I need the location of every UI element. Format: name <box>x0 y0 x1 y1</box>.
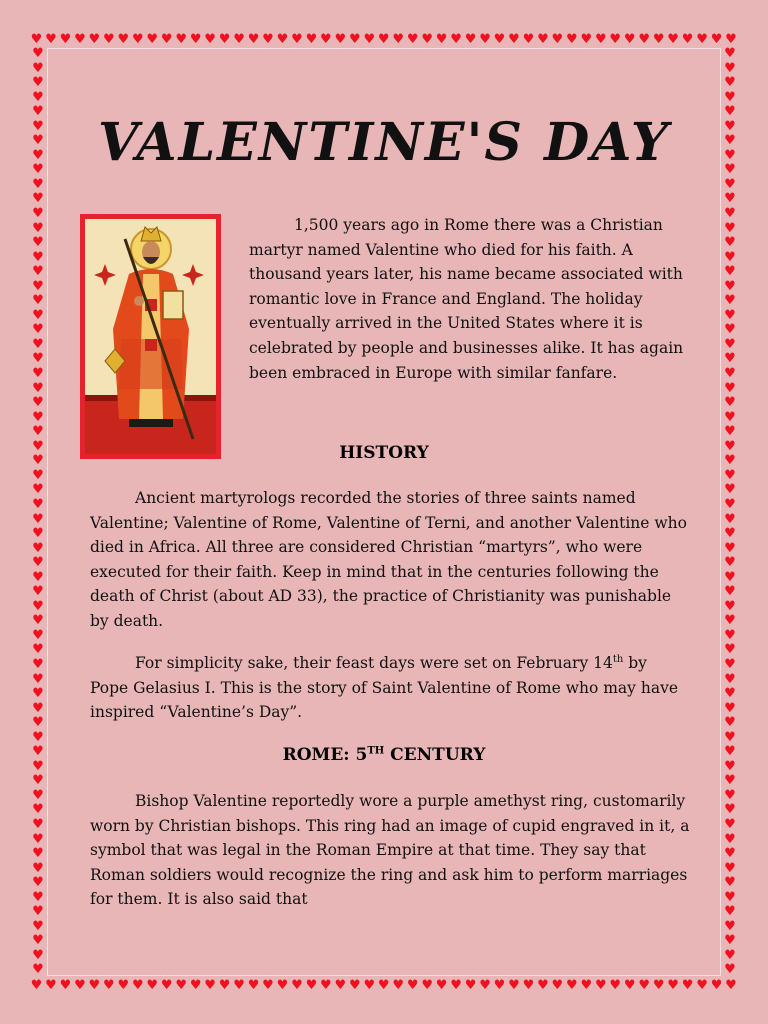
heart-icon: ♥ <box>32 816 44 832</box>
saint-valentine-icon <box>80 214 221 459</box>
heart-icon: ♥ <box>594 31 607 47</box>
heart-icon: ♥ <box>348 977 361 993</box>
heart-icon: ♥ <box>724 758 736 774</box>
heart-icon: ♥ <box>32 351 44 367</box>
heart-icon: ♥ <box>32 889 44 905</box>
heart-icon: ♥ <box>32 526 44 542</box>
heart-icon: ♥ <box>392 31 405 47</box>
heart-icon: ♥ <box>32 104 44 120</box>
heart-icon: ♥ <box>45 977 57 993</box>
heart-icon: ♥ <box>435 977 448 993</box>
heart-icon: ♥ <box>32 220 44 236</box>
heart-icon: ♥ <box>638 977 651 993</box>
heart-icon: ♥ <box>32 962 44 977</box>
heart-icon: ♥ <box>724 787 736 803</box>
heart-icon: ♥ <box>681 31 694 47</box>
heart-icon: ♥ <box>32 60 44 76</box>
heart-icon: ♥ <box>493 31 506 47</box>
heart-icon: ♥ <box>522 31 535 47</box>
heart-icon: ♥ <box>305 977 318 993</box>
heart-icon: ♥ <box>363 31 376 47</box>
heart-icon: ♥ <box>262 31 274 47</box>
heart-icon: ♥ <box>725 977 737 993</box>
heart-icon: ♥ <box>32 555 44 571</box>
heart-icon: ♥ <box>537 31 549 47</box>
heart-icon: ♥ <box>32 395 44 411</box>
heart-icon: ♥ <box>724 409 736 425</box>
heart-icon: ♥ <box>667 977 679 993</box>
heart-icon: ♥ <box>363 977 376 993</box>
heart-icon: ♥ <box>32 191 44 207</box>
heart-icon: ♥ <box>32 729 44 745</box>
heart-icon: ♥ <box>435 31 448 47</box>
heart-icon: ♥ <box>580 31 593 47</box>
heart-icon: ♥ <box>291 31 303 47</box>
heart-icon: ♥ <box>32 496 44 512</box>
heart-icon: ♥ <box>724 627 736 643</box>
heart-icon: ♥ <box>32 569 44 585</box>
heart-icon: ♥ <box>724 293 736 309</box>
heart-icon: ♥ <box>724 846 736 862</box>
heart-icon: ♥ <box>305 31 318 47</box>
heart-icon: ♥ <box>724 555 736 571</box>
heart-icon: ♥ <box>479 977 491 993</box>
heart-icon: ♥ <box>724 104 736 120</box>
heart-icon: ♥ <box>696 31 708 47</box>
heart-icon: ♥ <box>580 977 593 993</box>
heart-icon: ♥ <box>724 656 736 672</box>
heart-icon: ♥ <box>724 598 736 614</box>
heart-icon: ♥ <box>32 162 44 178</box>
heart-icon: ♥ <box>724 831 736 847</box>
heart-icon: ♥ <box>724 249 736 265</box>
heart-icon: ♥ <box>406 977 419 993</box>
heart-icon: ♥ <box>724 947 736 963</box>
heart-icon: ♥ <box>32 918 44 934</box>
heart-icon: ♥ <box>537 977 549 993</box>
heart-icon: ♥ <box>146 31 159 47</box>
heart-icon: ♥ <box>464 31 477 47</box>
heart-icon: ♥ <box>262 977 274 993</box>
rome-heading-text: ROME: 5 <box>282 745 368 765</box>
heart-icon: ♥ <box>146 977 159 993</box>
heart-icon: ♥ <box>59 977 72 993</box>
heart-icon: ♥ <box>566 31 578 47</box>
heart-icon: ♥ <box>32 75 44 91</box>
heart-icon: ♥ <box>479 31 491 47</box>
heart-icon: ♥ <box>724 264 736 280</box>
heart-icon: ♥ <box>32 904 44 920</box>
heart-icon: ♥ <box>175 31 188 47</box>
heart-icon: ♥ <box>724 642 736 658</box>
heart-icon: ♥ <box>724 816 736 832</box>
heart-icon: ♥ <box>493 977 506 993</box>
heart-icon: ♥ <box>204 31 216 47</box>
heart-icon: ♥ <box>551 31 564 47</box>
heart-icon: ♥ <box>32 627 44 643</box>
heart-icon: ♥ <box>32 322 44 338</box>
heart-icon: ♥ <box>724 438 736 454</box>
heart-icon: ♥ <box>233 31 245 47</box>
heart-icon: ♥ <box>377 977 390 993</box>
heart-icon: ♥ <box>103 977 115 993</box>
heart-icon: ♥ <box>32 686 44 702</box>
heart-icon: ♥ <box>32 278 44 294</box>
heart-icon: ♥ <box>724 860 736 876</box>
heart-icon: ♥ <box>204 977 216 993</box>
heart-icon: ♥ <box>32 656 44 672</box>
heart-icon: ♥ <box>724 744 736 760</box>
heart-icon: ♥ <box>32 773 44 789</box>
heart-icon: ♥ <box>32 584 44 600</box>
heart-border-bottom <box>30 977 738 993</box>
heart-icon: ♥ <box>32 846 44 862</box>
heart-icon: ♥ <box>131 977 144 993</box>
heart-icon: ♥ <box>551 977 564 993</box>
heart-icon: ♥ <box>724 715 736 731</box>
heart-icon: ♥ <box>724 933 736 949</box>
heart-icon: ♥ <box>392 977 405 993</box>
heart-icon: ♥ <box>32 424 44 440</box>
heart-icon: ♥ <box>30 31 43 47</box>
page-title: VALENTINE'S DAY <box>97 112 671 173</box>
heart-icon: ♥ <box>724 220 736 236</box>
saint-valentine-illustration <box>85 219 216 454</box>
heart-icon: ♥ <box>724 366 736 382</box>
heart-icon: ♥ <box>594 977 607 993</box>
heart-icon: ♥ <box>32 540 44 556</box>
heart-icon: ♥ <box>32 700 44 716</box>
heart-icon: ♥ <box>32 598 44 614</box>
heart-icon: ♥ <box>59 31 72 47</box>
heart-icon: ♥ <box>276 977 289 993</box>
heart-icon: ♥ <box>724 235 736 251</box>
history-paragraph-2-text-cont: by Pope Gelasius I. This is the story of Saint Valentine of Rome who may have inspired “Valentine’s Day”. <box>90 654 679 722</box>
rome-heading-suffix: TH <box>367 745 385 757</box>
heart-icon: ♥ <box>696 977 708 993</box>
heart-icon: ♥ <box>724 700 736 716</box>
heart-icon: ♥ <box>652 977 665 993</box>
heart-icon: ♥ <box>218 977 231 993</box>
heart-icon: ♥ <box>724 686 736 702</box>
heart-icon: ♥ <box>334 31 347 47</box>
rome-heading-text-cont: CENTURY <box>384 745 486 765</box>
heart-icon: ♥ <box>30 977 43 993</box>
heart-icon: ♥ <box>724 584 736 600</box>
heart-icon: ♥ <box>32 89 44 105</box>
heart-icon: ♥ <box>32 380 44 396</box>
history-paragraph-1 <box>90 486 690 634</box>
heart-icon: ♥ <box>175 977 188 993</box>
heart-icon: ♥ <box>681 977 694 993</box>
heart-icon: ♥ <box>421 977 433 993</box>
heart-icon: ♥ <box>32 642 44 658</box>
heart-icon: ♥ <box>32 467 44 483</box>
heart-icon: ♥ <box>652 31 665 47</box>
heart-icon: ♥ <box>32 206 44 222</box>
heart-icon: ♥ <box>32 307 44 323</box>
heart-icon: ♥ <box>32 671 44 687</box>
heart-icon: ♥ <box>32 133 44 149</box>
heart-icon: ♥ <box>291 977 303 993</box>
heart-icon: ♥ <box>32 482 44 498</box>
heart-icon: ♥ <box>32 947 44 963</box>
heart-icon: ♥ <box>724 482 736 498</box>
heart-icon: ♥ <box>32 147 44 163</box>
heart-icon: ♥ <box>724 89 736 105</box>
heart-icon: ♥ <box>32 176 44 192</box>
heart-border-left <box>30 47 46 977</box>
heart-icon: ♥ <box>710 977 723 993</box>
heart-icon: ♥ <box>406 31 419 47</box>
heart-icon: ♥ <box>724 918 736 934</box>
heart-icon: ♥ <box>725 31 737 47</box>
heart-icon: ♥ <box>74 977 86 993</box>
heart-icon: ♥ <box>623 31 636 47</box>
heart-icon: ♥ <box>160 977 173 993</box>
heart-icon: ♥ <box>32 249 44 265</box>
heart-icon: ♥ <box>32 613 44 629</box>
heart-icon: ♥ <box>724 773 736 789</box>
heart-icon: ♥ <box>724 191 736 207</box>
heart-icon: ♥ <box>32 336 44 352</box>
intro-paragraph <box>249 213 689 385</box>
heart-icon: ♥ <box>464 977 477 993</box>
heart-icon: ♥ <box>724 278 736 294</box>
heart-icon: ♥ <box>74 31 86 47</box>
history-paragraph-2 <box>90 651 690 725</box>
heart-icon: ♥ <box>32 235 44 251</box>
heart-icon: ♥ <box>450 31 462 47</box>
heart-icon: ♥ <box>667 31 679 47</box>
ordinal-suffix: th <box>612 653 624 665</box>
heart-icon: ♥ <box>724 206 736 222</box>
heart-icon: ♥ <box>32 875 44 891</box>
heart-icon: ♥ <box>88 977 101 993</box>
heart-icon: ♥ <box>724 904 736 920</box>
heart-icon: ♥ <box>189 31 202 47</box>
heart-icon: ♥ <box>609 977 622 993</box>
heart-icon: ♥ <box>724 540 736 556</box>
heart-icon: ♥ <box>724 395 736 411</box>
heart-icon: ♥ <box>724 336 736 352</box>
heart-icon: ♥ <box>724 453 736 469</box>
heart-icon: ♥ <box>32 860 44 876</box>
heart-icon: ♥ <box>724 889 736 905</box>
heart-icon: ♥ <box>32 47 44 61</box>
heart-border-top <box>30 31 738 47</box>
heart-icon: ♥ <box>508 977 520 993</box>
heart-icon: ♥ <box>117 977 130 993</box>
heart-icon: ♥ <box>724 496 736 512</box>
heart-icon: ♥ <box>638 31 651 47</box>
heart-icon: ♥ <box>247 31 260 47</box>
heart-icon: ♥ <box>724 875 736 891</box>
heart-icon: ♥ <box>131 31 144 47</box>
heart-icon: ♥ <box>103 31 115 47</box>
heart-icon: ♥ <box>32 758 44 774</box>
heart-border-right <box>722 47 738 977</box>
heart-icon: ♥ <box>623 977 636 993</box>
heart-icon: ♥ <box>160 31 173 47</box>
heart-icon: ♥ <box>32 293 44 309</box>
heart-icon: ♥ <box>724 147 736 163</box>
heart-icon: ♥ <box>45 31 57 47</box>
heart-icon: ♥ <box>32 511 44 527</box>
heart-icon: ♥ <box>724 307 736 323</box>
rome-heading <box>0 745 768 765</box>
heart-icon: ♥ <box>724 467 736 483</box>
heart-icon: ♥ <box>348 31 361 47</box>
heart-icon: ♥ <box>32 933 44 949</box>
heart-icon: ♥ <box>32 409 44 425</box>
heart-icon: ♥ <box>32 438 44 454</box>
heart-icon: ♥ <box>32 787 44 803</box>
heart-icon: ♥ <box>32 264 44 280</box>
heart-icon: ♥ <box>724 176 736 192</box>
heart-icon: ♥ <box>334 977 347 993</box>
heart-icon: ♥ <box>724 133 736 149</box>
heart-icon: ♥ <box>218 31 231 47</box>
heart-icon: ♥ <box>32 744 44 760</box>
heart-icon: ♥ <box>522 977 535 993</box>
history-paragraph-1-text: Ancient martyrologs recorded the stories of three saints named Valentine; Valentine of Rome, Valentine of Terni, and another Valentine who died in Africa. All three are considered Christian “martyrs”, who were executed for their faith. Keep in mind that in the centuries following the death of Christ (about AD 33), the practice of Christianity was punishable by death. <box>90 489 687 630</box>
intro-text: 1,500 years ago in Rome there was a Christian martyr named Valentine who died for his faith. A thousand years later, his name became associated with romantic love in France and England. The holiday eventually arrived in the United States where it is celebrated by people and businesses alike. It has again been embraced in Europe with similar fanfare. <box>249 216 684 382</box>
heart-icon: ♥ <box>189 977 202 993</box>
heart-icon: ♥ <box>32 366 44 382</box>
heart-icon: ♥ <box>724 962 736 977</box>
heart-icon: ♥ <box>320 977 332 993</box>
history-heading: HISTORY <box>339 443 429 463</box>
heart-icon: ♥ <box>117 31 130 47</box>
heart-icon: ♥ <box>421 31 433 47</box>
heart-icon: ♥ <box>724 351 736 367</box>
heart-icon: ♥ <box>724 162 736 178</box>
heart-icon: ♥ <box>724 671 736 687</box>
heart-icon: ♥ <box>724 75 736 91</box>
rome-paragraph <box>90 789 690 912</box>
heart-icon: ♥ <box>276 31 289 47</box>
heart-icon: ♥ <box>88 31 101 47</box>
history-paragraph-2-text: For simplicity sake, their feast days were set on February 14 <box>135 654 613 672</box>
heart-icon: ♥ <box>724 60 736 76</box>
heart-icon: ♥ <box>724 322 736 338</box>
heart-icon: ♥ <box>609 31 622 47</box>
heart-icon: ♥ <box>724 47 736 61</box>
heart-icon: ♥ <box>724 118 736 134</box>
heart-icon: ♥ <box>724 729 736 745</box>
heart-icon: ♥ <box>32 118 44 134</box>
heart-icon: ♥ <box>247 977 260 993</box>
rome-paragraph-text: Bishop Valentine reportedly wore a purple amethyst ring, customarily worn by Christian bishops. This ring had an image of cupid engraved in it, a symbol that was legal in the Roman Empire at that time. They say that Roman soldiers would recognize the ring and ask him to perform marriages for them. It is also said that <box>90 792 690 909</box>
heart-icon: ♥ <box>724 380 736 396</box>
heart-icon: ♥ <box>566 977 578 993</box>
heart-icon: ♥ <box>724 802 736 818</box>
heart-icon: ♥ <box>450 977 462 993</box>
heart-icon: ♥ <box>724 569 736 585</box>
heart-icon: ♥ <box>724 613 736 629</box>
heart-icon: ♥ <box>32 715 44 731</box>
heart-icon: ♥ <box>377 31 390 47</box>
heart-icon: ♥ <box>233 977 245 993</box>
heart-icon: ♥ <box>508 31 520 47</box>
heart-icon: ♥ <box>32 453 44 469</box>
heart-icon: ♥ <box>724 511 736 527</box>
heart-icon: ♥ <box>724 424 736 440</box>
heart-icon: ♥ <box>724 526 736 542</box>
heart-icon: ♥ <box>32 802 44 818</box>
heart-icon: ♥ <box>32 831 44 847</box>
heart-icon: ♥ <box>320 31 332 47</box>
heart-icon: ♥ <box>710 31 723 47</box>
